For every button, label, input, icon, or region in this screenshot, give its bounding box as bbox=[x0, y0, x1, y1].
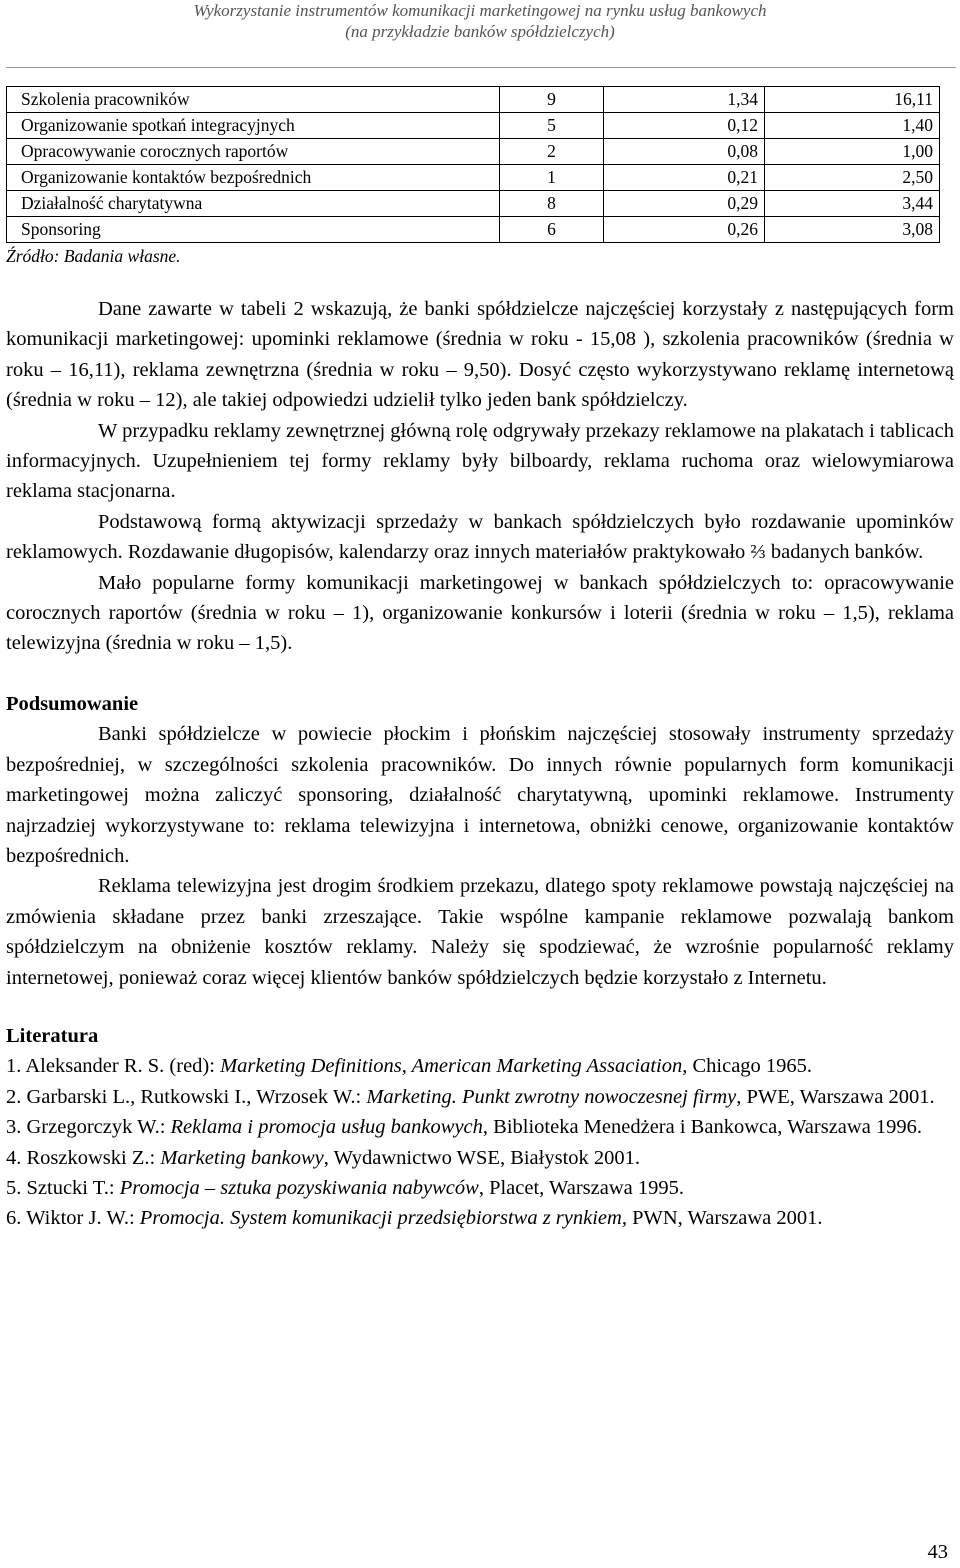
table-row bbox=[7, 165, 940, 191]
table-cell-average: 2,50 bbox=[765, 165, 940, 191]
table-cell-label: Działalność charytatywna bbox=[7, 191, 500, 217]
reference-item bbox=[6, 1143, 954, 1173]
table-row bbox=[7, 139, 940, 165]
table-row bbox=[7, 87, 940, 113]
running-header-line-2: (na przykładzie banków spółdzielczych) bbox=[345, 22, 615, 41]
table-cell-label: Szkolenia pracowników bbox=[7, 87, 500, 113]
reference-publisher: , Placet, Warszawa 1995. bbox=[478, 1176, 684, 1199]
running-header bbox=[0, 0, 960, 42]
body-paragraph: Dane zawarte w tabeli 2 wskazują, że banki spółdzielcze najczęściej korzystały z następujących form komunikacji marketingowej: upominki reklamowe (średnia w roku - 15,08 ), szkolenia pracowników (średnia w roku – 16,11), reklama zewnętrzna (średnia w roku – 9,50). Dosyć często wykorzystywano reklamę internetową (średnia w roku – 12), ale takiej odpowiedzi udzielił tylko jeden bank spółdzielczy. bbox=[6, 298, 954, 412]
table-cell-average: 3,08 bbox=[765, 217, 940, 243]
reference-author: 5. Sztucki T.: bbox=[6, 1176, 120, 1199]
table-cell-count: 1 bbox=[500, 165, 604, 191]
summary-heading: Podsumowanie bbox=[6, 692, 139, 715]
reference-item bbox=[6, 1203, 954, 1233]
reference-publisher: , PWE, Warszawa 2001. bbox=[736, 1085, 935, 1108]
table-cell-count: 5 bbox=[500, 113, 604, 139]
body-paragraph: Podstawową formą aktywizacji sprzedaży w bankach spółdzielczych było rozdawanie upominków reklamowych. Rozdawanie długopisów, kalendarzy oraz innych materiałów praktykowało ⅔ badanych banków. bbox=[6, 510, 954, 564]
table-cell-value: 0,26 bbox=[604, 217, 765, 243]
table-row bbox=[7, 113, 940, 139]
summary-paragraph: Reklama telewizyjna jest drogim środkiem przekazu, dlatego spoty reklamowe powstają najczęściej na zmówienia składane przez banki zrzeszające. Takie wspólne kampanie reklamowe pozwalają bankom spółdzielczym na obniżenie kosztów reklamy. Należy się spodziewać, że wzrośnie popularność reklamy internetowej, ponieważ coraz więcej klientów banków spółdzielczych będzie korzystało z Internetu. bbox=[6, 875, 954, 989]
reference-author: 2. Garbarski L., Rutkowski I., Wrzosek W.: bbox=[6, 1085, 367, 1108]
literature-heading: Literatura bbox=[6, 1024, 99, 1047]
reference-item bbox=[6, 1082, 954, 1112]
reference-title: Marketing bankowy bbox=[160, 1146, 324, 1169]
reference-item bbox=[6, 1173, 954, 1203]
table-cell-average: 3,44 bbox=[765, 191, 940, 217]
reference-title: Marketing. Punkt zwrotny nowoczesnej firmy bbox=[366, 1085, 737, 1108]
reference-title: Promocja – sztuka pozyskiwania nabywców bbox=[119, 1176, 479, 1199]
reference-publisher: , Biblioteka Menedżera i Bankowca, Warszawa 1996. bbox=[482, 1116, 923, 1139]
data-table bbox=[6, 86, 940, 243]
reference-item bbox=[6, 1112, 954, 1142]
reference-author: 4. Roszkowski Z.: bbox=[6, 1146, 161, 1169]
summary-paragraph: Banki spółdzielcze w powiecie płockim i płońskim najczęściej stosowały instrumenty sprzedaży bezpośredniej, w szczególności szkolenia pracowników. Do innych równie popularnych form komunikacji marketingowej można zaliczyć sponsoring, działalność charytatywną, upominki reklamowe. Instrumenty najrzadziej wykorzystywane to: reklama telewizyjna i internetowa, obniżki cenowe, organizowanie kontaktów bezpośrednich. bbox=[6, 723, 954, 867]
reference-list bbox=[6, 1051, 954, 1233]
reference-publisher: , Wydawnictwo WSE, Białystok 2001. bbox=[323, 1146, 641, 1169]
table-source-note: Źródło: Badania własne. bbox=[6, 246, 181, 266]
page-number: 43 bbox=[927, 1541, 948, 1563]
reference-publisher: PWN, Warszawa 2001. bbox=[626, 1207, 823, 1230]
reference-title: Promocja. System komunikacji przedsiębiorstwa z rynkiem, bbox=[139, 1207, 627, 1230]
table-cell-label: Organizowanie kontaktów bezpośrednich bbox=[7, 165, 500, 191]
running-header-line-1: Wykorzystanie instrumentów komunikacji marketingowej na rynku usług bankowych bbox=[193, 1, 767, 20]
table-cell-value: 0,08 bbox=[604, 139, 765, 165]
table-cell-value: 0,21 bbox=[604, 165, 765, 191]
reference-title: Reklama i promocja usług bankowych bbox=[170, 1116, 483, 1139]
reference-author: 1. Aleksander R. S. (red): bbox=[6, 1055, 221, 1078]
reference-title: Marketing Definitions, American Marketing Assaciation bbox=[220, 1055, 683, 1078]
body-paragraph: W przypadku reklamy zewnętrznej główną rolę odgrywały przekazy reklamowe na plakatach i tablicach informacyjnych. Uzupełnieniem tej formy reklamy były bilboardy, reklama ruchoma oraz wielowymiarowa reklama stacjonarna. bbox=[6, 419, 954, 503]
reference-publisher: , Chicago 1965. bbox=[682, 1055, 813, 1078]
reference-author: 6. Wiktor J. W.: bbox=[6, 1207, 140, 1230]
table-row bbox=[7, 191, 940, 217]
table-cell-value: 1,34 bbox=[604, 87, 765, 113]
table-cell-label: Sponsoring bbox=[7, 217, 500, 243]
table-cell-count: 6 bbox=[500, 217, 604, 243]
table-row bbox=[7, 217, 940, 243]
table-cell-count: 2 bbox=[500, 139, 604, 165]
header-rule bbox=[6, 67, 956, 68]
reference-item bbox=[6, 1051, 954, 1081]
table-cell-label: Opracowywanie corocznych raportów bbox=[7, 139, 500, 165]
body-paragraph: Mało popularne formy komunikacji marketingowej w bankach spółdzielczych to: opracowywanie corocznych raportów (średnia w roku – 1), organizowanie konkursów i loterii (średnia w roku – 1,5), reklama telewizyjna (średnia w roku – 1,5). bbox=[6, 571, 954, 655]
table-cell-label: Organizowanie spotkań integracyjnych bbox=[7, 113, 500, 139]
table-cell-average: 1,40 bbox=[765, 113, 940, 139]
article-body bbox=[6, 294, 954, 1234]
table-cell-count: 8 bbox=[500, 191, 604, 217]
reference-author: 3. Grzegorczyk W.: bbox=[6, 1116, 171, 1139]
table-cell-average: 1,00 bbox=[765, 139, 940, 165]
table-cell-count: 9 bbox=[500, 87, 604, 113]
table-cell-value: 0,12 bbox=[604, 113, 765, 139]
table-cell-average: 16,11 bbox=[765, 87, 940, 113]
table-cell-value: 0,29 bbox=[604, 191, 765, 217]
